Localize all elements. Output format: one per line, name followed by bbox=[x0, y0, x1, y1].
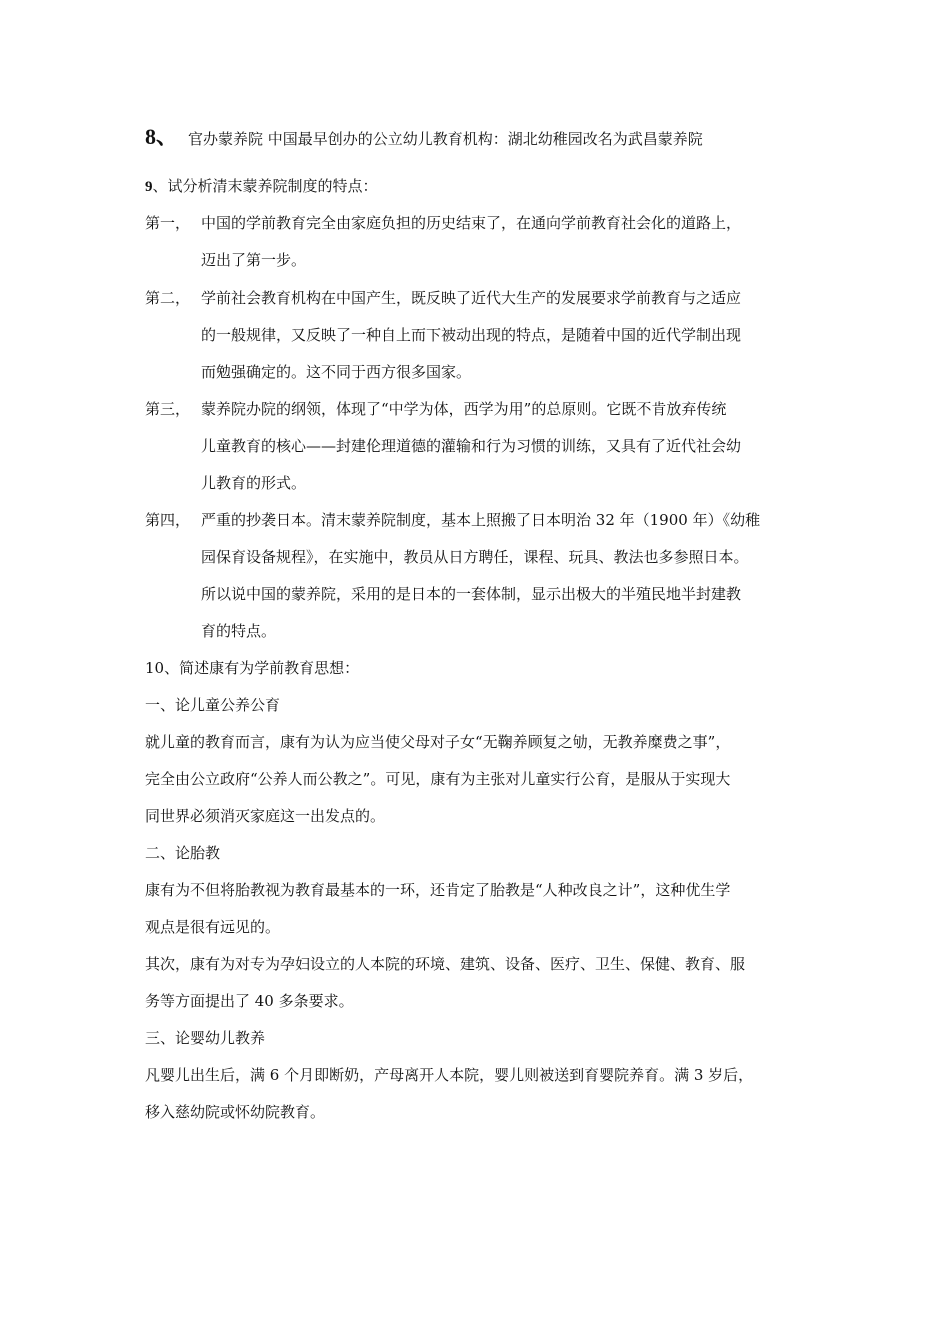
section-8-number: 8、 bbox=[145, 124, 179, 149]
item-body-1 bbox=[201, 213, 811, 287]
item-4-line: 园保育设备规程》，在实施中，教员从日方聘任，课程、玩具、教法也多参照日本。 bbox=[201, 548, 749, 566]
paragraph-line: 务等方面提出了 40 多条要求。 bbox=[145, 992, 354, 1010]
item-4-line: 严重的抄袭日本。清末蒙养院制度，基本上照搬了日本明治 32 年（1900 年）《幼稚 bbox=[201, 511, 761, 529]
part-2-heading: 二、论胎教 bbox=[145, 844, 221, 862]
part-2-paragraph-1 bbox=[145, 880, 730, 954]
paragraph-line: 康有为不但将胎教视为教育最基本的一环，还肯定了胎教是“人种改良之计”，这种优生学 bbox=[145, 881, 731, 899]
part-2-paragraph-2 bbox=[145, 954, 745, 1028]
paragraph-line: 其次，康有为对专为孕妇设立的人本院的环境、建筑、设备、医疗、卫生、保健、教育、服 bbox=[145, 955, 746, 973]
item-4-line: 育的特点。 bbox=[201, 622, 277, 640]
item-body-2 bbox=[201, 288, 811, 399]
part-1-paragraph bbox=[145, 732, 730, 843]
item-3-line: 儿教育的形式。 bbox=[201, 474, 307, 492]
section-9-title-text: 、试分析清末蒙养院制度的特点： bbox=[152, 177, 378, 195]
paragraph-line: 观点是很有远见的。 bbox=[145, 918, 281, 936]
part-3-paragraph bbox=[145, 1065, 753, 1139]
item-1-line: 中国的学前教育完全由家庭负担的历史结束了，在通向学前教育社会化的道路上， bbox=[201, 214, 742, 232]
item-2-line: 而勉强确定的。这不同于西方很多国家。 bbox=[201, 363, 472, 381]
item-3-line: 蒙养院办院的纲领，体现了“中学为体，西学为用”的总原则。它既不肯放弃传统 bbox=[201, 400, 727, 418]
part-3-heading: 三、论婴幼儿教养 bbox=[145, 1029, 266, 1047]
paragraph-line: 就儿童的教育而言，康有为认为应当使父母对子女“无鞠养顾复之劬，无教养糜费之事”， bbox=[145, 733, 731, 751]
item-1-line: 迈出了第一步。 bbox=[201, 251, 307, 269]
item-body-3 bbox=[201, 399, 811, 510]
part-1-heading: 一、论儿童公养公育 bbox=[145, 696, 281, 714]
item-2-line: 学前社会教育机构在中国产生，既反映了近代大生产的发展要求学前教育与之适应 bbox=[201, 289, 742, 307]
item-3-line: 儿童教育的核心——封建伦理道德的灌输和行为习惯的训练，又具有了近代社会幼 bbox=[201, 437, 742, 455]
section-10-title: 10、简述康有为学前教育思想： bbox=[145, 659, 360, 677]
item-label-2: 第二， bbox=[145, 289, 191, 307]
item-4-line: 所以说中国的蒙养院，采用的是日本的一套体制，显示出极大的半殖民地半封建教 bbox=[201, 585, 742, 603]
item-body-4 bbox=[201, 510, 811, 658]
paragraph-line: 移入慈幼院或怀幼院教育。 bbox=[145, 1103, 326, 1121]
section-9-number: 9 bbox=[145, 179, 153, 195]
section-8-text: 官办蒙养院 中国最早创办的公立幼儿教育机构：湖北幼稚园改名为武昌蒙养院 bbox=[188, 130, 703, 148]
paragraph-line: 凡婴儿出生后，满 6 个月即断奶，产母离开人本院，婴儿则被送到育婴院养育。满 3 岁后， bbox=[145, 1066, 754, 1084]
item-2-line: 的一般规律，又反映了一种自上而下被动出现的特点，是随着中国的近代学制出现 bbox=[201, 326, 742, 344]
item-label-3: 第三， bbox=[145, 400, 191, 418]
item-label-4: 第四， bbox=[145, 511, 191, 529]
section-9-title bbox=[145, 176, 378, 197]
paragraph-line: 完全由公立政府“公养人而公教之”。可见，康有为主张对儿童实行公育，是服从于实现大 bbox=[145, 770, 731, 788]
paragraph-line: 同世界必须消灭家庭这一出发点的。 bbox=[145, 807, 386, 825]
section-8-line bbox=[145, 124, 703, 149]
item-label-1: 第一， bbox=[145, 214, 191, 232]
